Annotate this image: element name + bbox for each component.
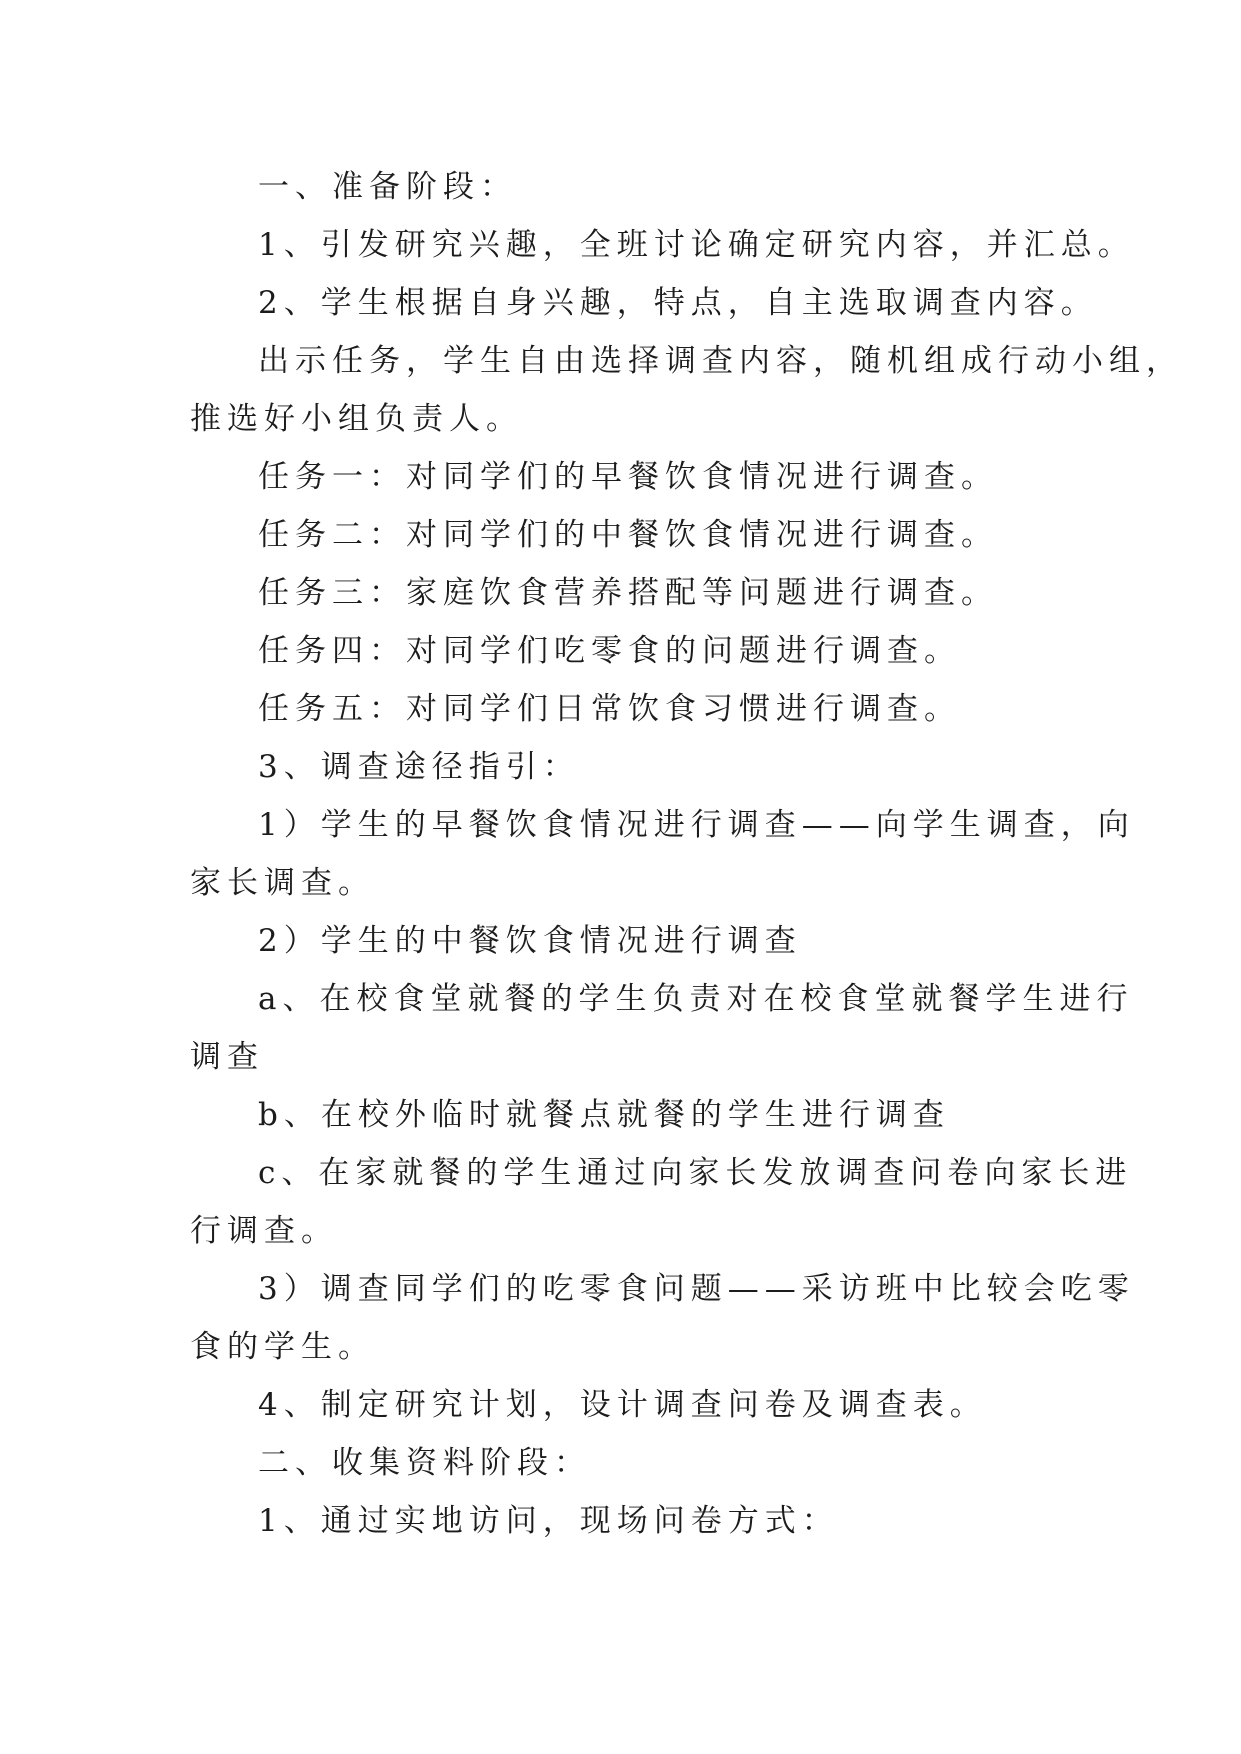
text-line: 家长调查。 [190,865,375,901]
text-line: 出示任务，学生自由选择调查内容，随机组成行动小组， [258,343,1183,379]
text-line: 1、引发研究兴趣，全班讨论确定研究内容，并汇总。 [258,227,1135,263]
text-line: 4、制定研究计划，设计调查问卷及调查表。 [258,1387,987,1423]
text-line: 1）学生的早餐饮食情况进行调查——向学生调查，向 [258,807,1135,843]
text-line: 食的学生。 [190,1329,375,1365]
text-line: 2）学生的中餐饮食情况进行调查 [258,923,802,959]
text-line: 行调查。 [190,1213,338,1249]
text-line: 任务三：家庭饮食营养搭配等问题进行调查。 [258,575,998,611]
text-line: 推选好小组负责人。 [190,401,523,437]
text-line: c、在家就餐的学生通过向家长发放调查问卷向家长进 [258,1155,1133,1191]
text-line: 2、学生根据自身兴趣，特点，自主选取调查内容。 [258,285,1098,321]
text-line: 任务二：对同学们的中餐饮食情况进行调查。 [258,517,998,553]
text-line: 1、通过实地访问，现场问卷方式： [258,1503,839,1539]
text-line: 二、收集资料阶段： [258,1445,591,1481]
text-line: 任务四：对同学们吃零食的问题进行调查。 [258,633,961,669]
text-line: 任务一：对同学们的早餐饮食情况进行调查。 [258,459,998,495]
text-line: a、在校食堂就餐的学生负责对在校食堂就餐学生进行 [258,981,1134,1017]
text-line: 3、调查途径指引： [258,749,580,785]
text-line: 调查 [190,1039,264,1075]
text-line: 3）调查同学们的吃零食问题——采访班中比较会吃零 [258,1271,1135,1307]
text-line: 任务五：对同学们日常饮食习惯进行调查。 [258,691,961,727]
text-line: 一、准备阶段： [258,169,517,205]
text-line: b、在校外临时就餐点就餐的学生进行调查 [258,1097,950,1133]
